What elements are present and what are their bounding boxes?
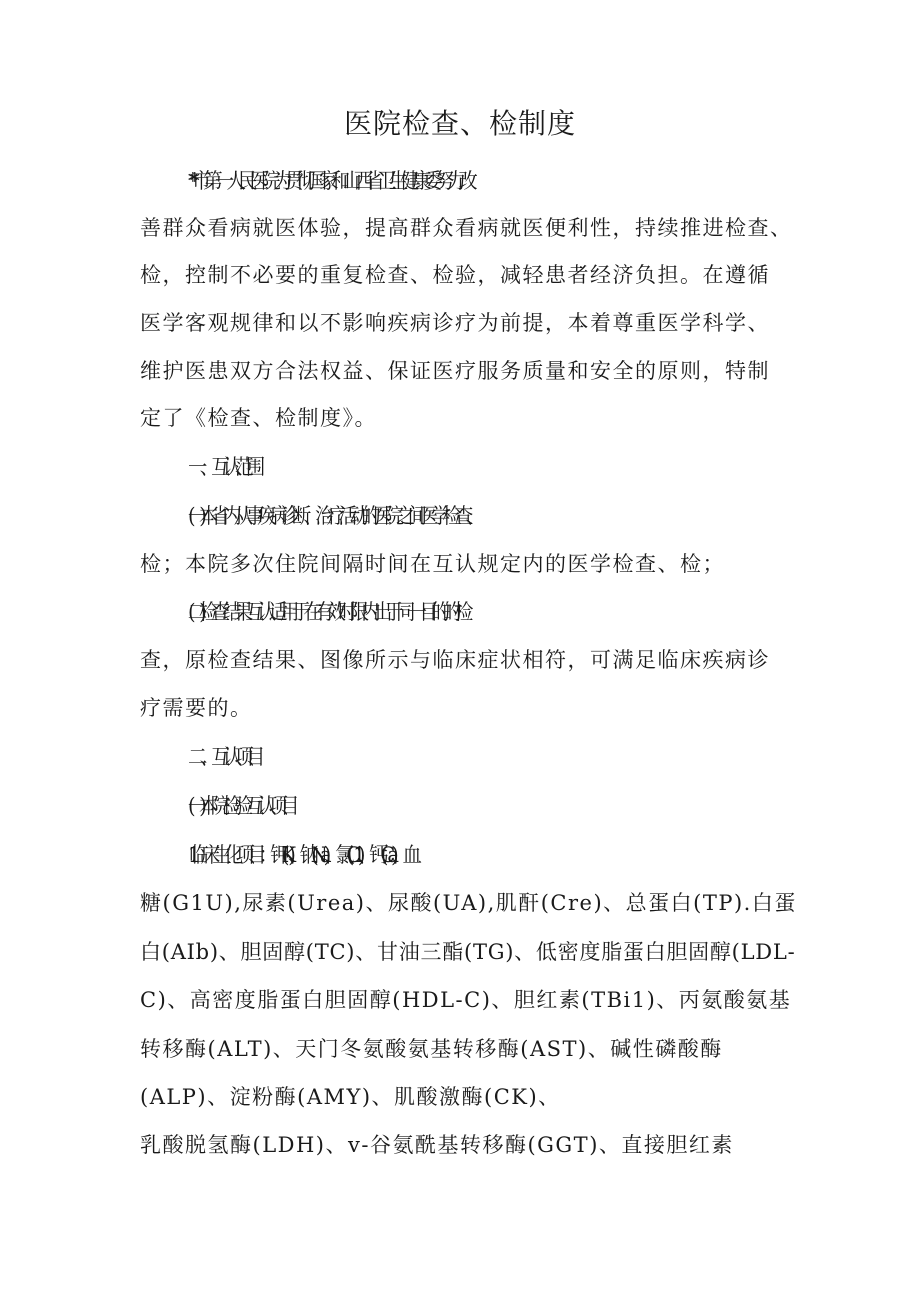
paragraph-line: 检，控制不必要的重复检查、检验，减轻患者经济负担。在遵循 bbox=[140, 263, 770, 287]
paragraph-line: 查，原检查结果、图像所示与临床症状相符，可满足临床疾病诊 bbox=[140, 648, 770, 672]
paragraph-line: 白(AIb)、胆固醇(TC)、甘油三酯(TG)、低密度脂蛋白胆固醇(LDL- bbox=[140, 940, 796, 964]
paragraph-line: 糖(G1U),尿素(Urea)、尿酸(UA),肌酐(Cre)、总蛋白(TP).白蛋 bbox=[140, 891, 797, 915]
paragraph-line: 疗需要的。 bbox=[140, 696, 253, 720]
paragraph-line: 医学客观规律和以不影响疾病诊疗为前提，本着尊重医学科学、 bbox=[140, 311, 770, 335]
document-title: 医院检查、检制度 bbox=[343, 107, 576, 140]
paragraph-line: 乳酸脱氢酶(LDH)、v-谷氨酰基转移酶(GGT)、直接胆红素 bbox=[140, 1133, 734, 1157]
paragraph-line: 维护医患双方合法权益、保证医疗服务质量和安全的原则，特制 bbox=[140, 359, 770, 383]
paragraph-line: 转移酶(ALT)、天门冬氨酸氨基转移酶(AST)、碱性磷酸酶 bbox=[140, 1037, 723, 1061]
paragraph-line: 定了《检查、检制度》。 bbox=[140, 406, 377, 430]
paragraph-line: (一)本省内从事疾病诊断、治疗活动的医院之间医学检查、 bbox=[188, 504, 478, 528]
paragraph-line: (ALP)、淀粉酶(AMY)、肌酸激酶(CK)、 bbox=[140, 1085, 561, 1109]
paragraph-line: 善群众看病就医体验，提高群众看病就医便利性，持续推进检查、 bbox=[140, 216, 793, 240]
paragraph-line: C)、高密度脂蛋白胆固醇(HDL-C)、胆红素(TBi1)、丙氨酸氨基 bbox=[140, 988, 792, 1012]
subsection-heading: (一)本院检验互认项目 bbox=[188, 794, 292, 818]
section-heading: 二、互认项目 bbox=[188, 745, 258, 769]
paragraph-line: (二)检查结果互认适用于在有效时限内出于同一目的的检 bbox=[188, 600, 466, 624]
paragraph-line: 1 .临床生化项目：钾(K)、钠(Na)、氯(C1)、钙(Ca)、血 bbox=[188, 843, 415, 867]
paragraph-line: 检；本院多次住院间隔时间在互认规定内的医学检查、检； bbox=[140, 552, 725, 576]
paragraph-line: **市第一人民医院为贯彻国家和山西省卫生健康委努力改 bbox=[188, 169, 470, 193]
section-heading: 一、互认范围 bbox=[188, 455, 258, 479]
